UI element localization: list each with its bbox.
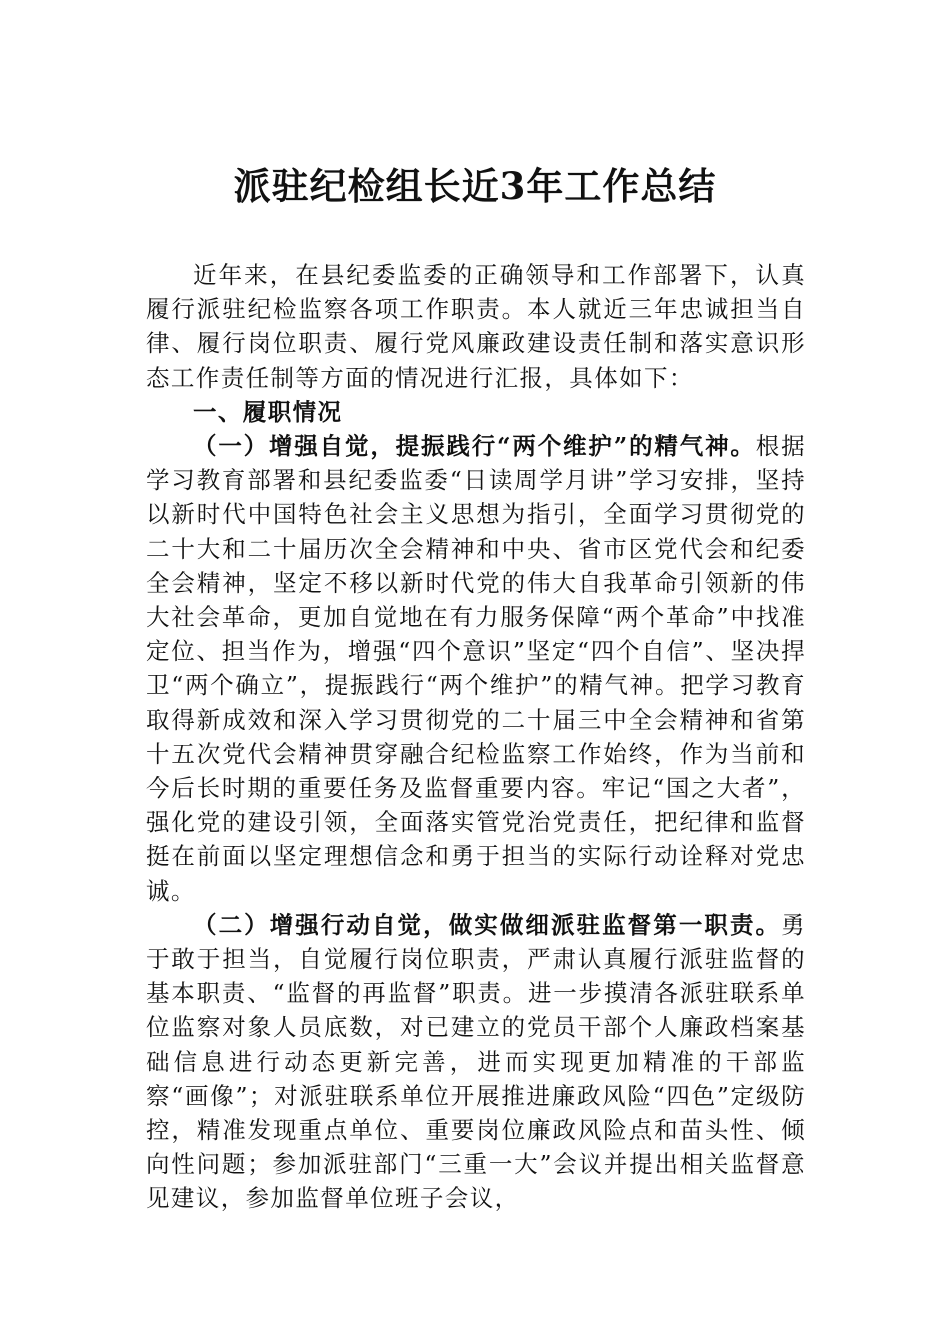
section-item-paragraph bbox=[146, 908, 806, 1216]
item-subheading: （一）增强自觉，提振践行“两个维护”的精气神。 bbox=[193, 432, 756, 461]
item-text: 根据学习教育部署和县纪委监委“日读周学月讲”学习安排，坚持以新时代中国特色社会主义思想为指引，全面学习贯彻党的二十大和二十届历次全会精神和中央、省市区党代会和纪委全会精神，坚定不移以新时代党的伟大自我革命引领新的伟大社会革命，更加自觉地在有力服务保障“两个革命”中找准定位、担当作为，增强“四个意识”坚定“四个自信”、坚决捍卫“两个确立”，提振践行“两个维护”的精气神。把学习教育取得新成效和深入学习贯彻党的二十届三中全会精神和省第十五次党代会精神贯穿融合纪检监察工作始终，作为当前和今后长时期的重要任务及监督重要内容。牢记“国之大者”，强化党的建设引领，全面落实管党治党责任，把纪律和监督挺在前面以坚定理想信念和勇于担当的实际行动诠释对党忠诚。 bbox=[146, 432, 807, 905]
item-text: 勇于敢于担当，自觉履行岗位职责，严肃认真履行派驻监督的基本职责、“监督的再监督”职责。进一步摸清各派驻联系单位监察对象人员底数，对已建立的党员干部个人廉政档案基础信息进行动态更新完善，进而实现更加精准的干部监察“画像”；对派驻联系单位开展推进廉政风险“四色”定级防控，精准发现重点单位、重要岗位廉政风险点和苗头性、倾向性问题；参加派驻部门“三重一大”会议并提出相关监督意见建议，参加监督单位班子会议， bbox=[146, 910, 806, 1213]
section-heading: 一、履职情况 bbox=[193, 397, 343, 426]
document-title: 派驻纪检组长近3年工作总结 bbox=[233, 164, 717, 208]
section-item-paragraph bbox=[146, 429, 806, 908]
intro-paragraph: 近年来，在县纪委监委的正确领导和工作部署下，认真履行派驻纪检监察各项工作职责。本人就近三年忠诚担当自律、履行岗位职责、履行党风廉政建设责任制和落实意识形态工作责任制等方面的情况进行汇报，具体如下： bbox=[146, 261, 806, 392]
item-subheading: （二）增强行动自觉，做实做细派驻监督第一职责。 bbox=[193, 910, 782, 939]
document-body bbox=[146, 258, 806, 1216]
